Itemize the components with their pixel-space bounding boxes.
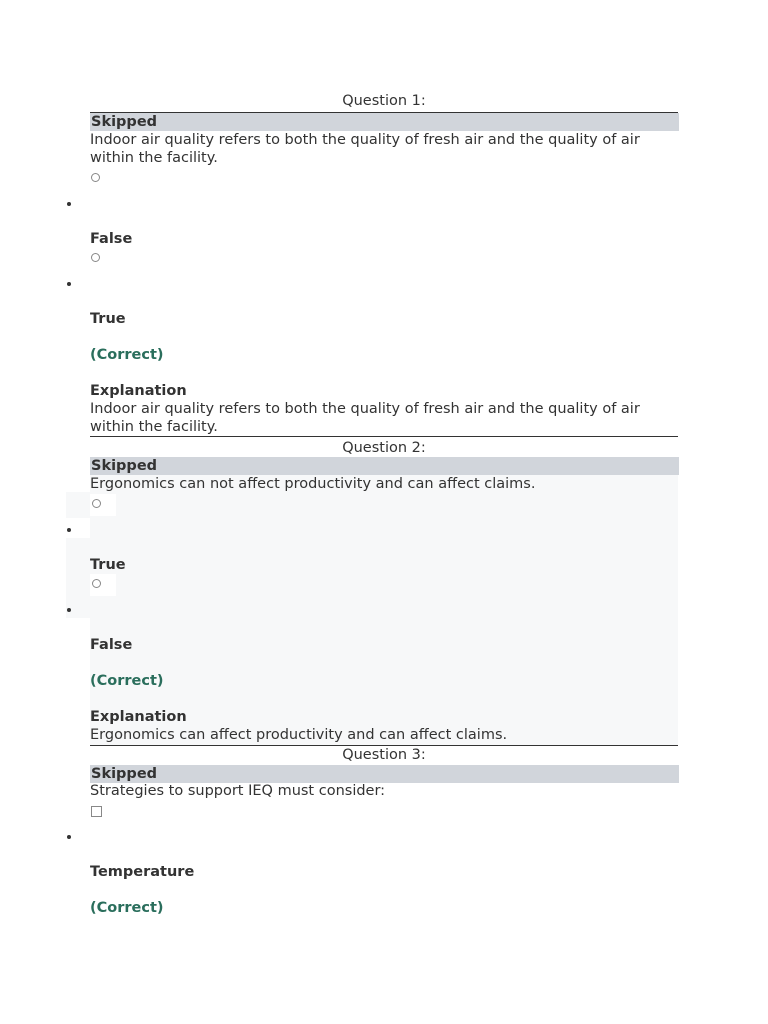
- skipped-badge: Skipped: [90, 765, 679, 783]
- question-2-title: Question 2:: [342, 440, 426, 456]
- radio-option-true[interactable]: [91, 253, 100, 262]
- skipped-badge: Skipped: [90, 113, 679, 131]
- option-label-false: False: [90, 231, 133, 247]
- explanation-heading: Explanation: [90, 383, 187, 399]
- correct-marker: (Correct): [90, 347, 164, 363]
- explanation-text: Indoor air quality refers to both the quality of fresh air and the quality of air within the facility.: [90, 401, 640, 435]
- correct-marker: (Correct): [90, 673, 164, 689]
- bullet-icon: [67, 528, 71, 532]
- question-3-text: Strategies to support IEQ must consider:: [90, 783, 386, 799]
- radio-option-false[interactable]: [92, 579, 101, 588]
- option-label-false: False: [90, 637, 133, 653]
- option-label-true: True: [90, 557, 126, 573]
- explanation-heading: Explanation: [90, 709, 187, 725]
- option-label-true: True: [90, 311, 126, 327]
- question-2-shade-left: [66, 492, 90, 618]
- checkbox-option-temperature[interactable]: [91, 806, 102, 817]
- skipped-badge: Skipped: [90, 457, 679, 475]
- bullet-icon: [67, 835, 71, 839]
- question-1-title: Question 1:: [342, 93, 426, 109]
- question-2-shade: [90, 474, 678, 745]
- question-1-text: Indoor air quality refers to both the quality of fresh air and the quality of air within the facility.: [90, 132, 640, 166]
- radio-option-true[interactable]: [92, 499, 101, 508]
- divider: [90, 436, 678, 437]
- bullet-icon: [67, 202, 71, 206]
- bullet-icon: [67, 282, 71, 286]
- radio-option-false[interactable]: [91, 173, 100, 182]
- question-3-title: Question 3:: [342, 747, 426, 763]
- option-label-temperature: Temperature: [90, 864, 195, 880]
- correct-marker: (Correct): [90, 900, 164, 916]
- explanation-text: Ergonomics can affect productivity and can affect claims.: [90, 727, 508, 743]
- question-2-text: Ergonomics can not affect productivity and can affect claims.: [90, 476, 536, 492]
- bullet-icon: [67, 608, 71, 612]
